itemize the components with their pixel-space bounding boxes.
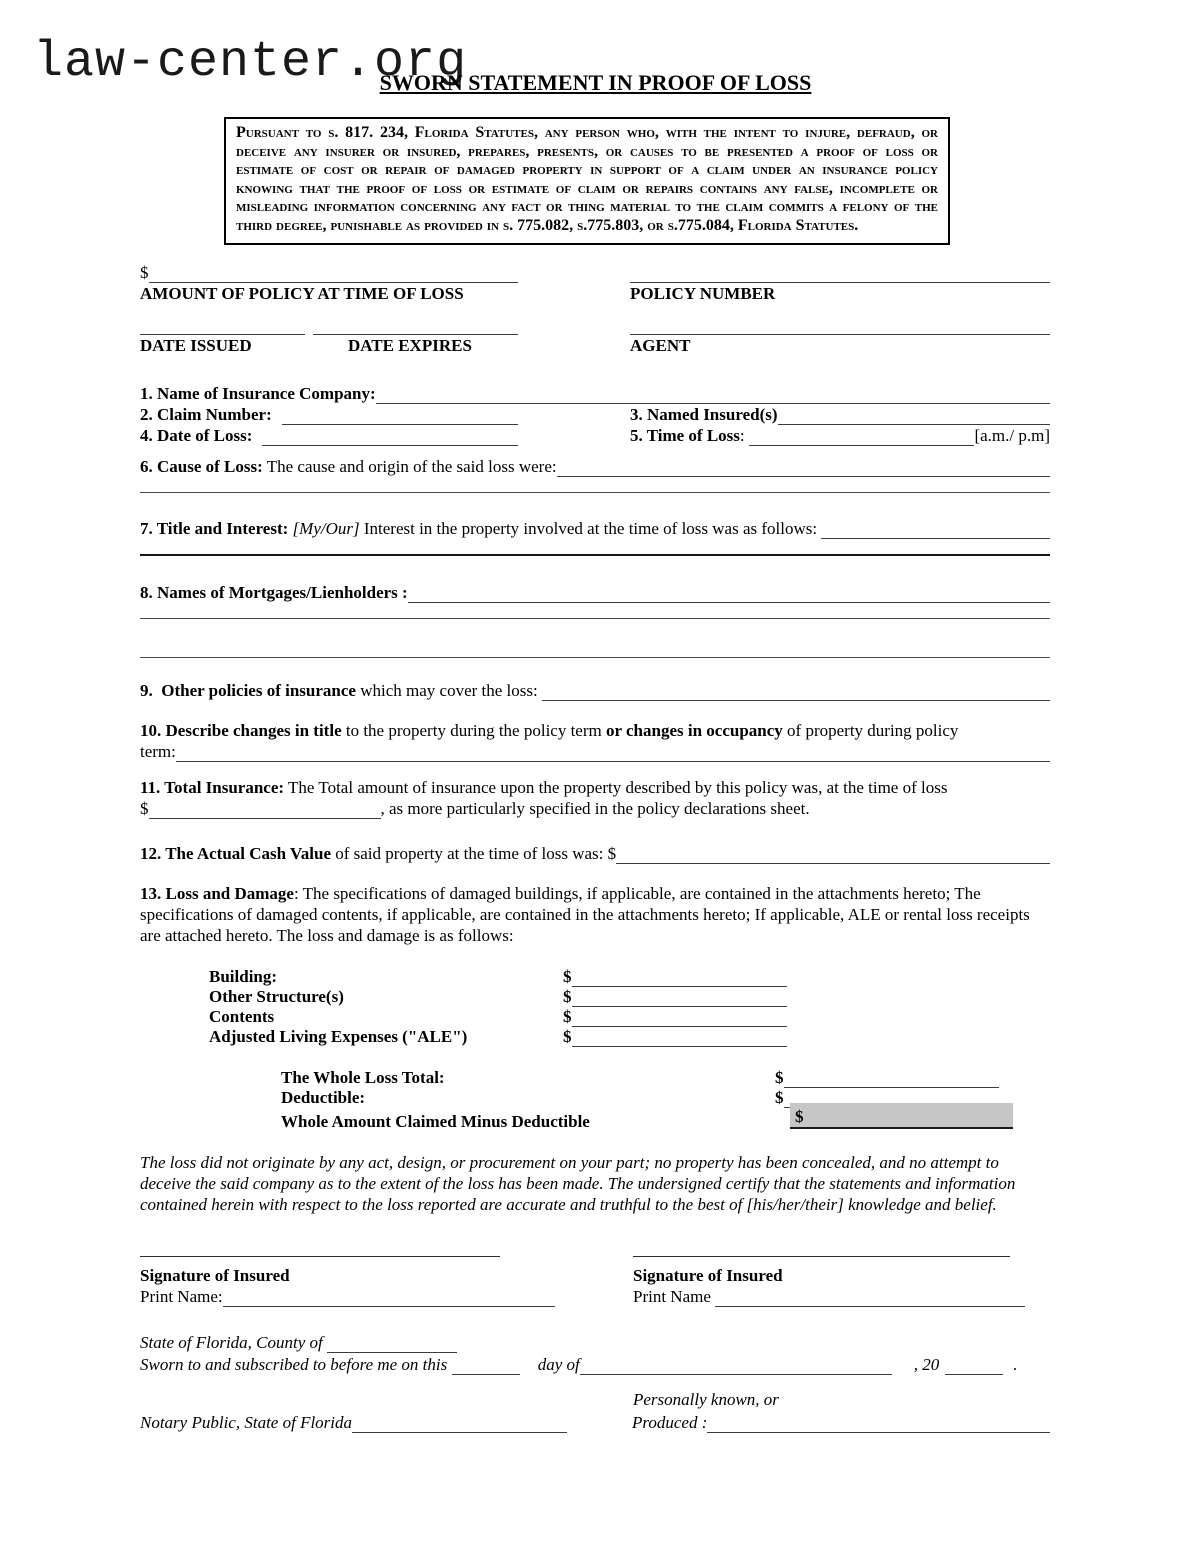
- sworn-label: Sworn to and subscribed to before me on this: [140, 1355, 452, 1374]
- field-8-row: [140, 582, 1050, 603]
- whole-loss-total-dollar: $: [775, 1068, 784, 1087]
- policy-number-label: POLICY NUMBER: [630, 284, 776, 303]
- day-number-input[interactable]: [452, 1360, 520, 1375]
- signature-left-label: Signature of Insured: [140, 1266, 290, 1285]
- law-center-watermark: law-center.org: [33, 34, 468, 91]
- county-input[interactable]: [327, 1338, 457, 1353]
- notary-section: [140, 1331, 1050, 1433]
- title-interest-text: Interest in the property involved at the time of loss was as follows:: [359, 519, 822, 538]
- field-9-row: [140, 680, 1050, 701]
- contents-dollar: $: [563, 1007, 572, 1026]
- date-issued-label: DATE ISSUED: [140, 336, 252, 355]
- cause-of-loss-input-line2[interactable]: [140, 477, 1050, 493]
- field-10-block: [140, 720, 1050, 762]
- title-interest-myour: [My/Our]: [288, 519, 360, 538]
- loss-damage-table: [140, 967, 1050, 1135]
- building-input[interactable]: [572, 972, 787, 987]
- changes-title-label: 10. Describe changes in title: [140, 721, 342, 740]
- date-expires-label: DATE EXPIRES: [348, 336, 472, 355]
- month-input[interactable]: [580, 1360, 892, 1375]
- time-of-loss-colon: :: [739, 426, 749, 445]
- other-persons-input[interactable]: [140, 642, 1050, 658]
- am-pm-label: [a.m./ p.m]: [974, 426, 1050, 445]
- ale-label: Adjusted Living Expenses ("ALE"): [209, 1027, 468, 1046]
- amount-of-policy-label: AMOUNT OF POLICY AT TIME OF LOSS: [140, 284, 464, 303]
- field-13-block: [140, 883, 1050, 946]
- table-row-whole-loss-total: [140, 1068, 1050, 1088]
- other-policies-input[interactable]: [542, 686, 1050, 701]
- cause-of-loss-text: The cause and origin of the said loss were:: [262, 457, 557, 476]
- amount-of-policy-input[interactable]: [149, 268, 519, 283]
- insurance-company-label: 1. Name of Insurance Company:: [140, 384, 376, 403]
- loss-damage-text: : The specifications of damaged buildings, if applicable, are contained in the attachments hereto; The specifications of damaged contents, if applicable, are contained in the attachments hereto; If applicable, ALE or rental loss receipts are attached hereto. The loss and damage is as follows:: [140, 884, 1030, 945]
- date-of-loss-input[interactable]: [262, 431, 518, 446]
- policy-number-input[interactable]: [630, 268, 1050, 283]
- deductible-dollar: $: [775, 1088, 784, 1107]
- signature-right-column: [633, 1245, 1050, 1307]
- title-interest-input-line2[interactable]: [140, 539, 1050, 556]
- agent-label: AGENT: [630, 336, 691, 355]
- field-4-5-row: [140, 425, 1050, 446]
- other-structures-label: Other Structure(s): [209, 987, 344, 1006]
- amount-dollar-sign: $: [140, 263, 149, 282]
- field-1-row: [140, 383, 1050, 404]
- print-name-left-label: Print Name:: [140, 1287, 223, 1306]
- page-title: SWORN STATEMENT IN PROOF OF LOSS: [379, 70, 812, 95]
- print-name-right-label: Print Name: [633, 1287, 716, 1306]
- changes-title-text2: of property during policy: [782, 721, 959, 740]
- table-row-other-structures: [140, 987, 1050, 1007]
- claimed-dollar: $: [795, 1107, 804, 1126]
- mortgagees-input-line2[interactable]: [140, 603, 1050, 619]
- changes-title-text1: to the property during the policy term: [341, 721, 606, 740]
- whole-loss-total-label: The Whole Loss Total:: [281, 1068, 445, 1087]
- other-structures-dollar: $: [563, 987, 572, 1006]
- field-7-row: [140, 517, 1050, 539]
- total-insurance-input[interactable]: [149, 804, 381, 819]
- form-content: [140, 263, 1050, 1433]
- fraud-warning-box: Pursuant to s. 817. 234, Florida Statutes, any person who, with the intent to injure, defraud, or deceive any insurer or insured, prepares, presents, or causes to be presented a proof of loss or estimate of cost or repair of damaged property in support of a claim under an insurance policy knowing that the proof of loss or estimate of claim or repairs contains any false, incomplete or misleading information concerning any fact or thing material to the claim commits a felony of the third degree, punishable as provided in s. 775.082, s.775.803, or s.775.084, Florida Statutes.: [224, 117, 950, 245]
- other-policies-text: which may cover the loss:: [355, 681, 542, 700]
- loss-damage-label: 13. Loss and Damage: [140, 884, 294, 903]
- other-structures-input[interactable]: [572, 992, 787, 1007]
- claimed-amount-field[interactable]: [790, 1103, 1013, 1129]
- deductible-label: Deductible:: [281, 1088, 366, 1107]
- field-11-block: [140, 777, 1050, 819]
- actual-cash-value-label: 12. The Actual Cash Value: [140, 844, 331, 863]
- building-dollar: $: [563, 967, 572, 986]
- notary-public-label: Notary Public, State of Florida: [140, 1413, 353, 1432]
- print-name-right-input[interactable]: [715, 1292, 1025, 1307]
- ale-input[interactable]: [572, 1032, 787, 1047]
- contents-label: Contents: [209, 1007, 275, 1026]
- signature-section: [140, 1245, 1050, 1307]
- print-name-left-input[interactable]: [223, 1292, 555, 1307]
- claimed-label: Whole Amount Claimed Minus Deductible: [281, 1112, 590, 1131]
- date-of-loss-label: 4. Date of Loss:: [140, 426, 253, 445]
- state-county-label: State of Florida, County of: [140, 1333, 327, 1352]
- personally-known-label: Personally known, or: [633, 1390, 779, 1409]
- named-insureds-input[interactable]: [778, 410, 1050, 425]
- dates-inputs-row: [140, 320, 1050, 335]
- named-insureds-label: 3. Named Insured(s): [630, 405, 778, 424]
- table-row-building: [140, 967, 1050, 987]
- mortgagees-label: 8. Names of Mortgages/Lienholders :: [140, 583, 408, 602]
- year-prefix-label: , 20: [913, 1355, 940, 1374]
- time-of-loss-label: 5. Time of Loss: [630, 426, 740, 445]
- other-policies-label: 9. Other policies of insurance: [140, 681, 356, 700]
- agent-input[interactable]: [630, 320, 1050, 335]
- ale-dollar: $: [563, 1027, 572, 1046]
- contents-input[interactable]: [572, 1012, 787, 1027]
- time-of-loss-input[interactable]: [749, 431, 975, 446]
- signature-right-input[interactable]: [633, 1245, 1010, 1257]
- claim-number-label: 2. Claim Number:: [140, 405, 272, 424]
- actual-cash-value-input[interactable]: [616, 849, 1050, 864]
- actual-cash-value-text: of said property at the time of loss was: $: [330, 844, 617, 863]
- table-row-ale: [140, 1027, 1050, 1047]
- total-insurance-label: 11. Total Insurance:: [140, 778, 285, 797]
- year-input[interactable]: [945, 1360, 1003, 1375]
- date-expires-input[interactable]: [313, 320, 518, 335]
- building-label: Building:: [209, 967, 278, 986]
- notary-produced-row: [140, 1411, 1050, 1433]
- policy-labels-row: [140, 283, 1050, 304]
- field-6-row: [140, 456, 1050, 477]
- insurance-company-input[interactable]: [376, 389, 1050, 404]
- claimed-input[interactable]: [804, 1112, 1014, 1127]
- signature-left-column: [140, 1245, 555, 1307]
- dates-labels-row: [140, 335, 1050, 356]
- signature-right-label: Signature of Insured: [633, 1266, 783, 1285]
- produced-label: Produced :: [632, 1413, 708, 1432]
- day-of-label: day of: [533, 1355, 580, 1374]
- changes-occupancy-label: or changes in occupancy: [606, 721, 783, 740]
- claim-number-input[interactable]: [282, 410, 518, 425]
- county-row: [140, 1331, 1050, 1353]
- total-insurance-dollar: $: [140, 799, 149, 818]
- table-row-claimed: [140, 1109, 1050, 1135]
- date-issued-input[interactable]: [140, 320, 305, 335]
- notary-public-input[interactable]: [352, 1418, 567, 1433]
- cause-of-loss-input[interactable]: [557, 462, 1050, 477]
- affirmation-paragraph: The loss did not originate by any act, design, or procurement on your part; no property has been concealed, and no attempt to deceive the said company as to the extent of the loss has been made. The undersigned certify that the statements and information contained herein with respect to the loss reported are accurate and truthful to the best of [his/her/their] knowledge and belief.: [140, 1153, 1016, 1214]
- total-insurance-text: The Total amount of insurance upon the property described by this policy was, at the time of loss: [284, 778, 948, 797]
- field-12-row: [140, 843, 1050, 864]
- produced-input[interactable]: [707, 1418, 1050, 1433]
- signature-left-input[interactable]: [140, 1245, 500, 1257]
- changes-input[interactable]: [176, 747, 1050, 762]
- policy-amount-row: [140, 263, 1050, 283]
- changes-term-label: term:: [140, 742, 176, 761]
- sworn-period: .: [1013, 1355, 1018, 1374]
- total-insurance-text2: , as more particularly specified in the policy declarations sheet.: [380, 799, 810, 818]
- title-interest-label: 7. Title and Interest:: [140, 519, 289, 538]
- cause-of-loss-label: 6. Cause of Loss:: [140, 457, 263, 476]
- table-row-contents: [140, 1007, 1050, 1027]
- title-interest-input[interactable]: [821, 524, 1050, 539]
- field-2-3-row: [140, 404, 1050, 425]
- sworn-row: [140, 1353, 1050, 1375]
- whole-loss-total-input[interactable]: [784, 1073, 999, 1088]
- mortgagees-input[interactable]: [408, 588, 1050, 603]
